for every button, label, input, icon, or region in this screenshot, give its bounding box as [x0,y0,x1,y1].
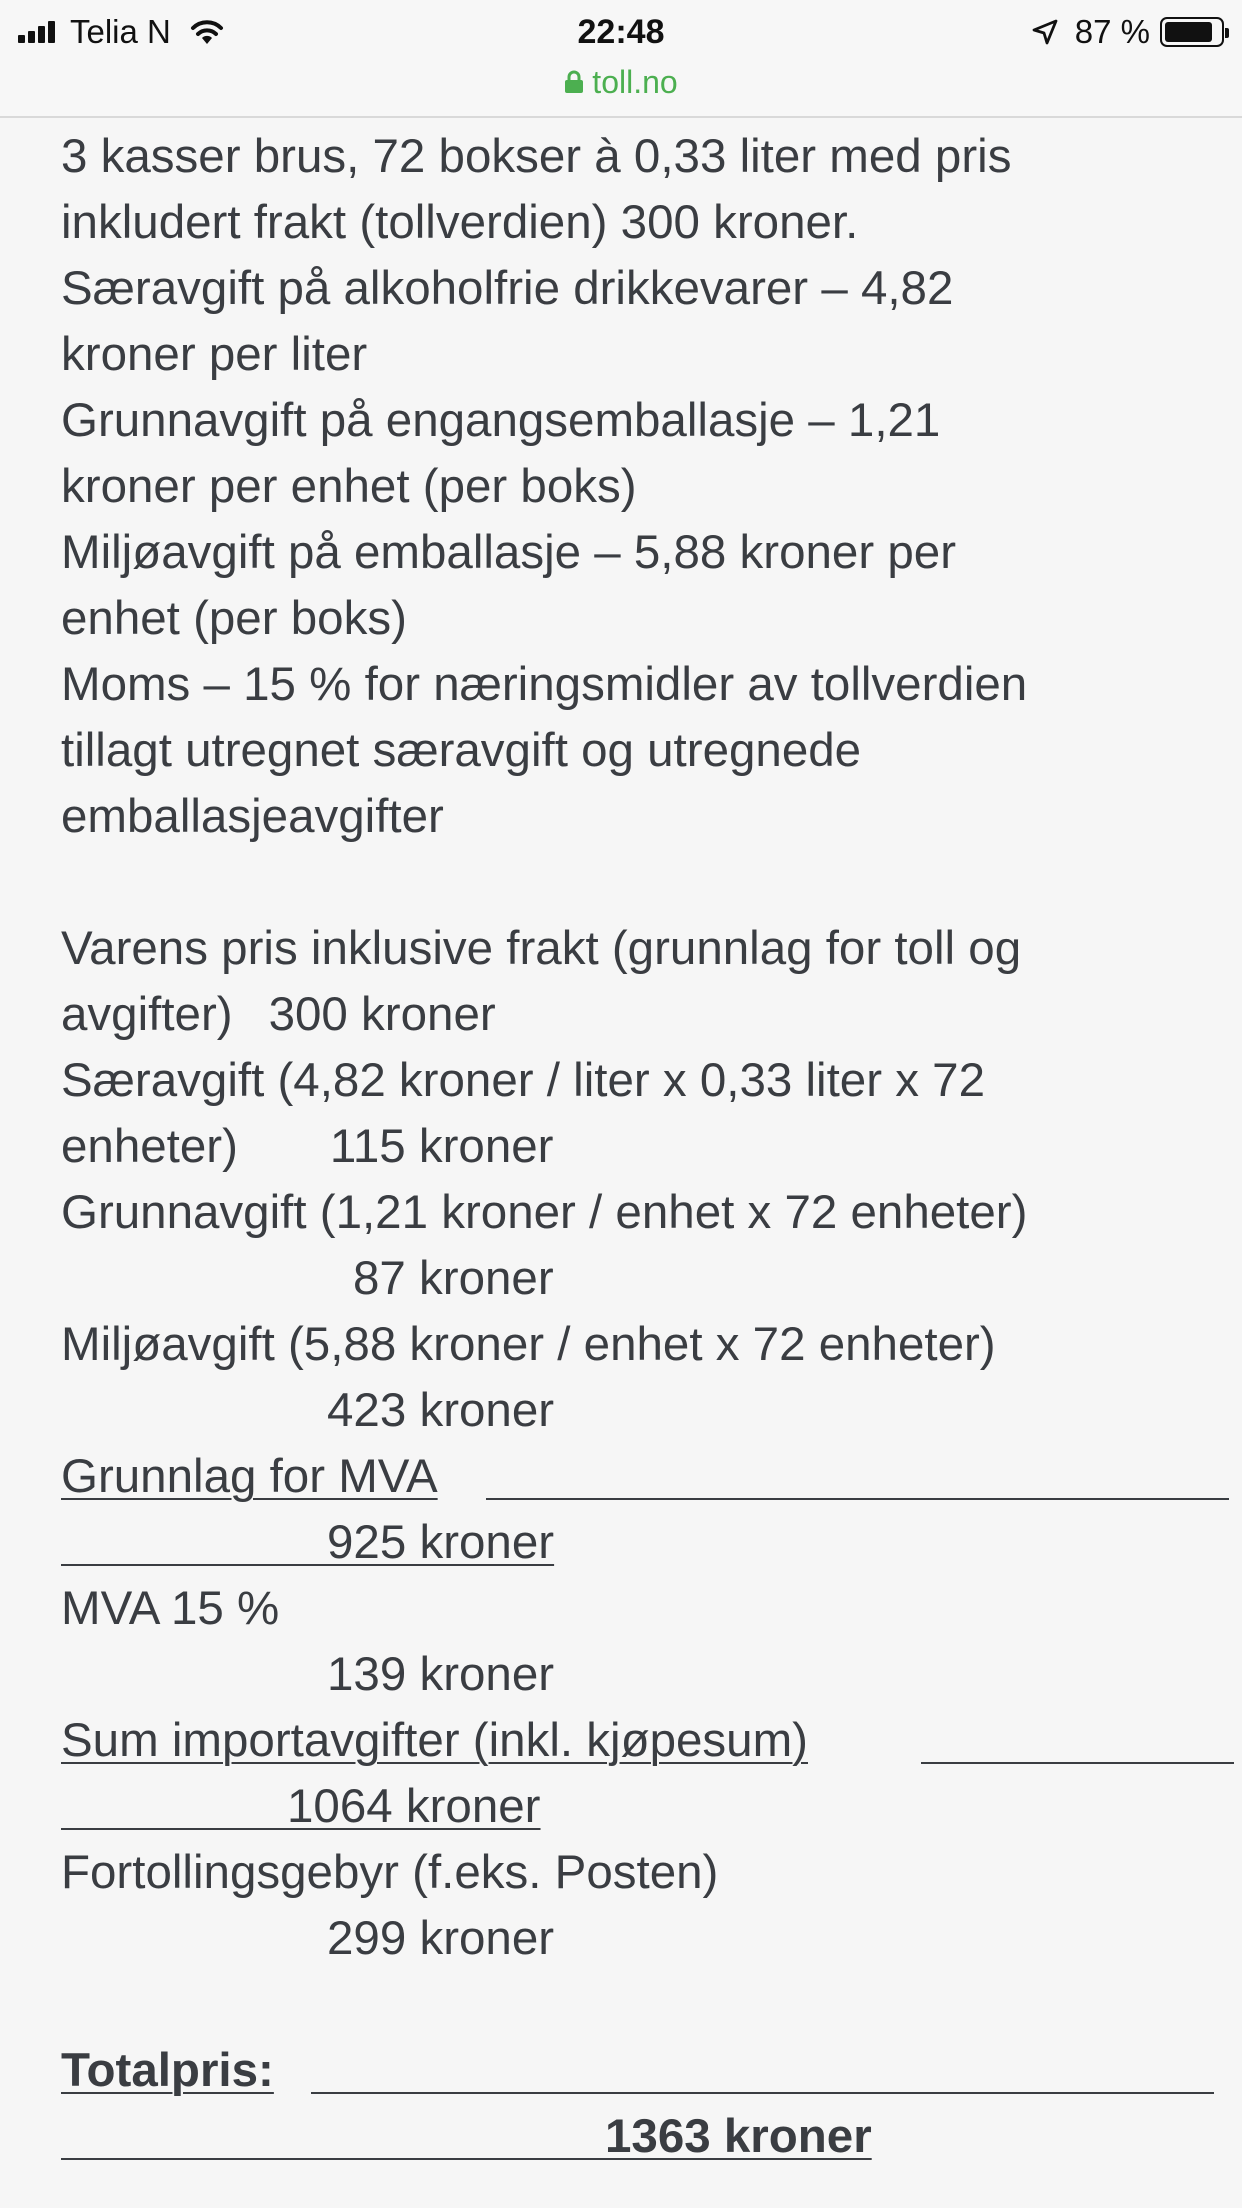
saer-label-line-1: Særavgift (4,82 kroner / liter x 0,33 liter x 72 [61,1054,986,1107]
underline-rule [486,1498,1229,1500]
carrier-name: Telia N [70,13,171,50]
intro-line: Særavgift på alkoholfrie drikkevarer – 4,82 [61,262,954,315]
intro-line: Miljøavgift på emballasje – 5,88 kroner per [61,526,957,579]
vare-value: 300 kroner [268,988,496,1041]
mva-grunnlag-value-line [61,1510,1191,1576]
grunn-label: Grunnavgift (1,21 kroner / enhet x 72 enheter) [61,1186,1028,1239]
gebyr-value-line [61,1906,1191,1972]
address-bar[interactable] [0,60,1242,104]
location-arrow-icon [1031,18,1059,46]
total-label: Totalpris: [61,2044,274,2097]
sum-label: Sum importavgifter (inkl. kjøpesum) [61,1714,808,1767]
miljo-value-line [61,1378,1191,1444]
intro-line: inkludert frakt (tollverdien) 300 kroner. [61,196,859,249]
url-text: toll.no [592,63,678,100]
miljo-label: Miljøavgift (5,88 kroner / enhet x 72 enheter) [61,1318,996,1371]
status-bar [0,0,1242,118]
calculation [61,916,1191,2170]
spacer [61,1972,1191,2038]
underline-rule [61,1564,327,1566]
article-content [61,124,1191,2170]
mva-value: 139 kroner [327,1648,555,1701]
mva-grunnlag-label: Grunnlag for MVA [61,1450,438,1503]
intro-line: Grunnavgift på engangsemballasje – 1,21 [61,394,941,447]
spacer [61,850,1191,916]
intro-line: enhet (per boks) [61,592,407,645]
intro-line: Moms – 15 % for næringsmidler av tollverdien [61,658,1028,711]
total-label-line [61,2038,1191,2104]
underline-rule [61,2158,605,2160]
miljo-value: 423 kroner [327,1384,555,1437]
intro-line: kroner per liter [61,328,368,381]
sum-value: 1064 kroner [287,1780,541,1833]
status-right [1031,10,1224,54]
lock-icon [564,70,584,94]
gebyr-value: 299 kroner [327,1912,555,1965]
intro-line: 3 kasser brus, 72 bokser à 0,33 liter med pris [61,130,1012,183]
vare-label-line-1: Varens pris inklusive frakt (grunnlag for toll og [61,922,1022,975]
intro-line: emballasjeavgifter [61,790,444,843]
intro-paragraph [61,124,1191,850]
total-value: 1363 kroner [605,2110,872,2163]
gebyr-label: Fortollingsgebyr (f.eks. Posten) [61,1846,719,1899]
grunn-value: 87 kroner [353,1252,554,1305]
underline-rule [311,2092,1214,2094]
intro-line: kroner per enhet (per boks) [61,460,637,513]
saer-value: 115 kroner [329,1120,554,1173]
intro-line: tillagt utregnet særavgift og utregnede [61,724,862,777]
sum-value-line [61,1774,1191,1840]
mva-grunnlag-label-line [61,1444,1191,1510]
underline-rule [921,1762,1234,1764]
sum-label-line [61,1708,1191,1774]
saer-line-2 [61,1114,1191,1180]
clock: 22:48 [577,13,665,51]
vare-label-line-2: avgifter) [61,988,233,1041]
battery-percent: 87 % [1074,13,1150,50]
saer-label-line-2: enheter) [61,1120,238,1173]
mva-grunnlag-value: 925 kroner [327,1516,555,1569]
total-value-line [61,2104,1191,2170]
battery-icon [1160,17,1224,47]
vare-line-2 [61,982,1191,1048]
battery-fill [1165,22,1212,42]
mva-value-line [61,1642,1191,1708]
mva-label: MVA 15 % [61,1582,280,1635]
battery-cap [1225,28,1229,38]
grunn-value-line [61,1246,1191,1312]
underline-rule [61,1828,287,1830]
